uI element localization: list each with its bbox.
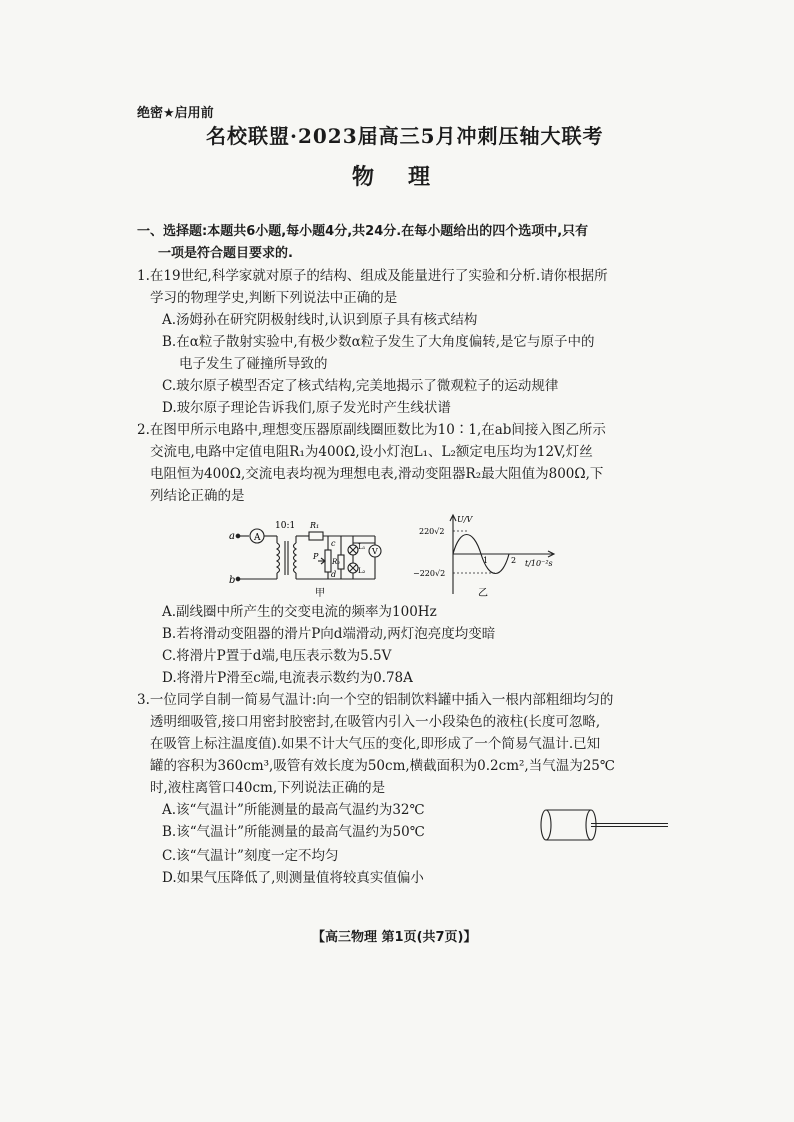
x-tick-2: 2 bbox=[511, 556, 517, 565]
q1-option-d: D.玻尔原子理论告诉我们,原子发光时产生线状谱 bbox=[162, 400, 451, 416]
q3-stem-line2: 透明细吸管,接口用密封胶密封,在吸管内引入一小段染色的液柱(长度可忽略, bbox=[150, 714, 601, 730]
figure-yi-caption: 乙 bbox=[478, 588, 488, 599]
q1-option-c: C.玻尔原子模型否定了核式结构,完美地揭示了微观粒子的运动规律 bbox=[162, 378, 559, 394]
y-min-label: −220√2 bbox=[413, 569, 446, 578]
q2-option-b: B.若将滑动变阻器的滑片P向d端滑动,两灯泡亮度均变暗 bbox=[162, 626, 496, 642]
q2-option-c: C.将滑片P置于d端,电压表示数为5.5V bbox=[162, 648, 392, 664]
section-heading-line2: 一项是符合题目要求的. bbox=[158, 246, 293, 261]
q2-stem-line4: 列结论正确的是 bbox=[150, 488, 245, 504]
q3-option-c: C.该“气温计”刻度一定不均匀 bbox=[162, 848, 339, 864]
exam-title: 名校联盟·2023届高三5月冲刺压轴大联考 bbox=[206, 124, 604, 148]
q2-option-d: D.将滑片P滑至c端,电流表示数约为0.78A bbox=[162, 670, 413, 686]
q3-option-b: B.该“气温计”所能测量的最高气温约为50℃ bbox=[162, 824, 425, 840]
y-max-label: 220√2 bbox=[419, 527, 445, 536]
voltmeter-icon: V bbox=[372, 547, 378, 556]
terminal-c-label: c bbox=[331, 539, 336, 548]
q2-stem-line2: 交流电,电路中定值电阻R₁为400Ω,设小灯泡L₁、L₂额定电压均为12V,灯丝 bbox=[150, 444, 593, 460]
figure-jia-caption: 甲 bbox=[315, 588, 325, 599]
page-footer: 【高三物理 第1页(共7页)】 bbox=[312, 930, 477, 945]
q1-stem-line2: 学习的物理学史,判断下列说法中正确的是 bbox=[150, 290, 398, 306]
terminal-b-label: b bbox=[229, 575, 236, 586]
q3-stem-line1: 3.一位同学自制一简易气温计:向一个空的铝制饮料罐中插入一根内部粗细均匀的 bbox=[137, 692, 614, 708]
turns-ratio-label: 10:1 bbox=[275, 521, 296, 531]
q3-stem-line3: 在吸管上标注温度值).如果不计大气压的变化,即形成了一个简易气温计.已知 bbox=[150, 736, 601, 752]
slider-p-label: P bbox=[313, 552, 319, 561]
terminal-d-label: d bbox=[331, 570, 337, 579]
q1-stem-line1: 1.在19世纪,科学家就对原子的结构、组成及能量进行了实验和分析.请你根据所 bbox=[137, 268, 608, 284]
thermometer-can-figure bbox=[536, 805, 676, 845]
terminal-a-label: a bbox=[229, 531, 235, 542]
q3-option-a: A.该“气温计”所能测量的最高气温约为32℃ bbox=[162, 802, 425, 818]
y-axis-label: U/V bbox=[457, 515, 473, 524]
q3-stem-line4: 罐的容积为360cm³,吸管有效长度为50cm,横截面积为0.2cm²,当气温为25℃ bbox=[150, 758, 615, 774]
ammeter-icon: A bbox=[254, 533, 261, 543]
q1-option-b-line1: B.在α粒子散射实验中,有极少数α粒子发生了大角度偏转,是它与原子中的 bbox=[162, 334, 595, 350]
q1-option-a: A.汤姆孙在研究阴极射线时,认识到原子具有核式结构 bbox=[162, 312, 478, 328]
section-heading-line1: 一、选择题:本题共6小题,每小题4分,共24分.在每小题给出的四个选项中,只有 bbox=[137, 224, 589, 239]
x-tick-1: 1 bbox=[483, 556, 489, 565]
confidential-label: 绝密★启用前 bbox=[137, 106, 214, 121]
l1-label: L₁ bbox=[358, 543, 366, 551]
q1-option-b-line2: 电子发生了碰撞所导致的 bbox=[179, 356, 328, 372]
q3-stem-line5: 时,液柱离管口40cm,下列说法正确的是 bbox=[150, 780, 386, 796]
l2-label: L₂ bbox=[358, 567, 366, 575]
q2-option-a: A.副线圈中所产生的交变电流的频率为100Hz bbox=[162, 604, 437, 620]
voltage-waveform-graph bbox=[405, 510, 575, 600]
r2-label: R₂ bbox=[332, 558, 341, 566]
r1-label: R₁ bbox=[310, 521, 320, 530]
x-axis-label: t/10⁻²s bbox=[525, 559, 553, 568]
q2-stem-line1: 2.在图甲所示电路中,理想变压器原副线圈匝数比为10∶1,在ab间接入图乙所示 bbox=[137, 422, 606, 438]
q3-option-d: D.如果气压降低了,则测量值将较真实值偏小 bbox=[162, 870, 424, 886]
circuit-diagram bbox=[225, 515, 395, 599]
subject-title: 物理 bbox=[352, 165, 465, 190]
q2-stem-line3: 电阻恒为400Ω,交流电表均视为理想电表,滑动变阻器R₂最大阻值为800Ω,下 bbox=[150, 466, 604, 482]
